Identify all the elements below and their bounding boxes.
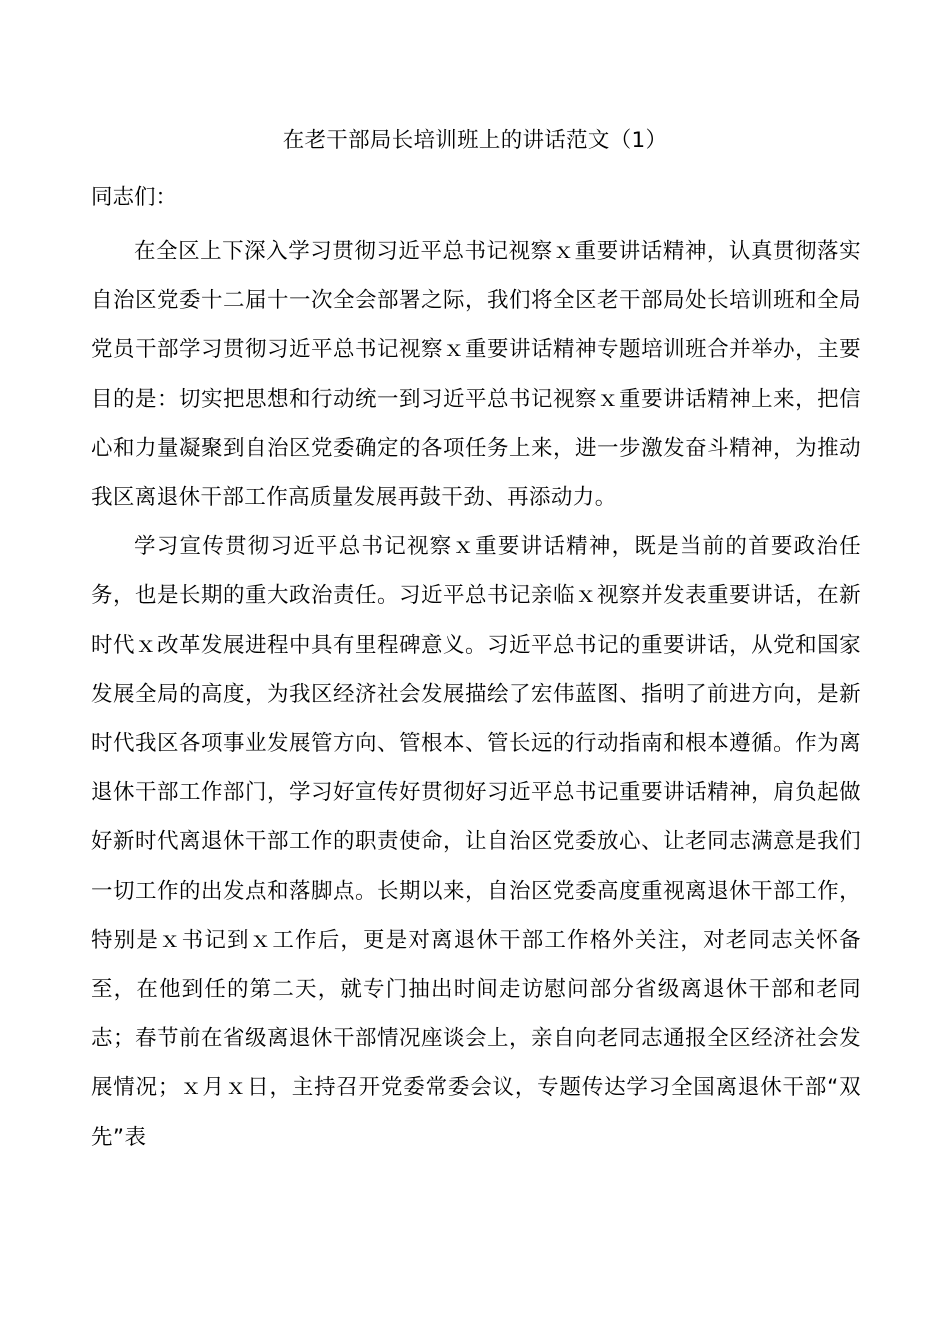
paragraph-1: 在全区上下深入学习贯彻习近平总书记视察ｘ重要讲话精神，认真贯彻落实自治区党委十二届十一次全会部署之际，我们将全区老干部局处长培训班和全局党员干部学习贯彻习近平总书记视察ｘ重要讲话精神专题培训班合并举办，主要目的是：切实把思想和行动统一到习近平总书记视察ｘ重要讲话精神上来，把信心和力量凝聚到自治区党委确定的各项任务上来，进一步激发奋斗精神，为推动我区离退休干部工作高质量发展再鼓干劲、再添动力。 [91,239,861,511]
document-title: 在老干部局长培训班上的讲话范文（1） [282,128,668,153]
document-body [91,227,861,1162]
paragraph-2: 学习宣传贯彻习近平总书记视察ｘ重要讲话精神，既是当前的首要政治任务，也是长期的重大政治责任。习近平总书记亲临ｘ视察并发表重要讲话，在新时代ｘ改革发展进程中具有里程碑意义。习近平总书记的重要讲话，从党和国家发展全局的高度，为我区经济社会发展描绘了宏伟蓝图、指明了前进方向，是新时代我区各项事业发展管方向、管根本、管长远的行动指南和根本遵循。作为离退休干部工作部门，学习好宣传好贯彻好习近平总书记重要讲话精神，肩负起做好新时代离退休干部工作的职责使命，让自治区党委放心、让老同志满意是我们一切工作的出发点和落脚点。长期以来，自治区党委高度重视离退休干部工作，特别是ｘ书记到ｘ工作后，更是对离退休干部工作格外关注，对老同志关怀备至，在他到任的第二天，就专门抽出时间走访慰问部分省级离退休干部和老同志；春节前在省级离退休干部情况座谈会上，亲自向老同志通报全区经济社会发展情况；ｘ月ｘ日，主持召开党委常委会议，专题传达学习全国离退休干部“双先”表 [91,534,861,1150]
salutation: 同志们： [91,185,178,210]
